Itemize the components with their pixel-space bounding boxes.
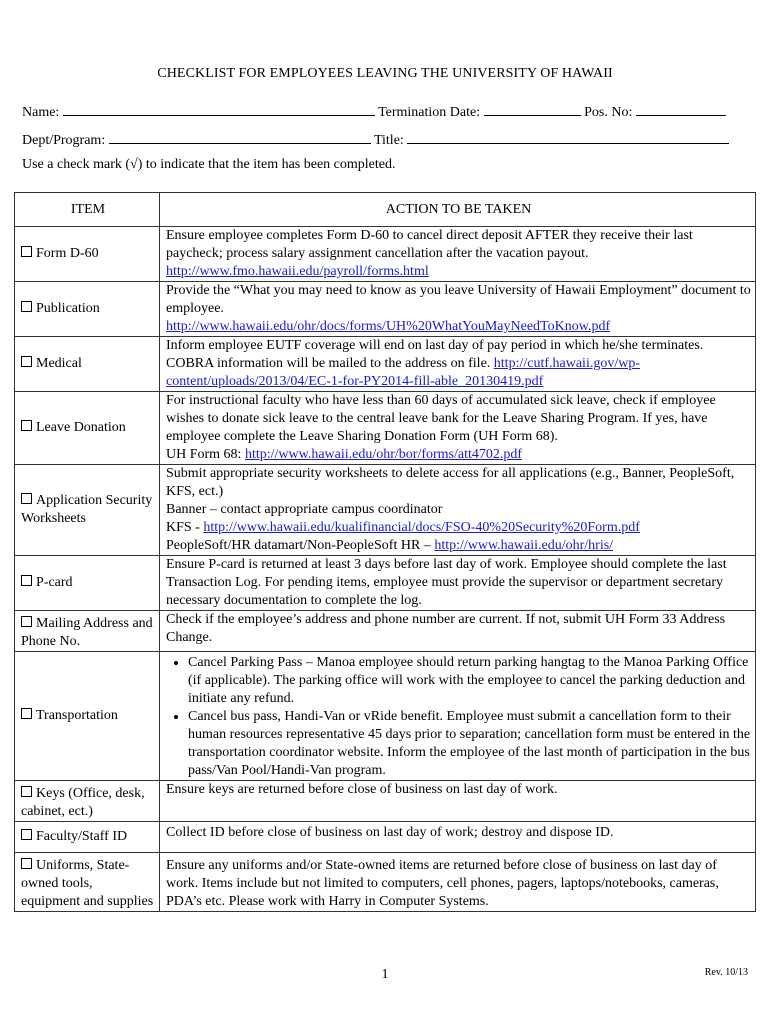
item-cell bbox=[15, 337, 160, 392]
checkbox[interactable] bbox=[21, 420, 32, 431]
table-row bbox=[15, 822, 756, 853]
revision-label: Rev. 10/13 bbox=[704, 967, 748, 978]
action-cell bbox=[160, 227, 756, 282]
leave-form-link[interactable]: http://www.hawaii.edu/ohr/bor/forms/att4702.pdf bbox=[244, 447, 523, 462]
item-label: Transportation bbox=[36, 708, 118, 723]
table-row bbox=[15, 392, 756, 465]
table-row bbox=[15, 556, 756, 611]
page-title: CHECKLIST FOR EMPLOYEES LEAVING THE UNIVERSITY OF HAWAII bbox=[157, 66, 613, 81]
item-label: Publication bbox=[36, 301, 100, 316]
dept-program-field[interactable] bbox=[109, 130, 371, 144]
action-cell bbox=[160, 392, 756, 465]
item-cell bbox=[15, 556, 160, 611]
instruction: Use a check mark (√) to indicate that the item has been completed. bbox=[22, 157, 396, 172]
list-item: • Cancel Parking Pass – Manoa employee should return parking hangtag to the Manoa Parking Office (if applicable). The parking office will work with the employee to cancel the parking deduction and initiate any refund. bbox=[188, 654, 751, 708]
checkbox[interactable] bbox=[21, 708, 32, 719]
action-cell: Check if the employee’s address and phone number are current. If not, submit UH Form 33 Address Change. bbox=[160, 611, 756, 652]
item-label: Leave Donation bbox=[36, 420, 126, 435]
table-row bbox=[15, 652, 756, 781]
form-line-2 bbox=[22, 130, 729, 149]
table-row bbox=[15, 611, 756, 652]
item-cell bbox=[15, 227, 160, 282]
action-cell bbox=[160, 465, 756, 556]
checkbox[interactable] bbox=[21, 301, 32, 312]
item-label: Faculty/Staff ID bbox=[36, 829, 128, 844]
item-label: P-card bbox=[36, 575, 73, 590]
checkbox[interactable] bbox=[21, 786, 32, 797]
page-number: 1 bbox=[381, 967, 389, 982]
item-cell bbox=[15, 392, 160, 465]
kfs-security-link[interactable]: http://www.hawaii.edu/kualifinancial/docs/FSO-40%20Security%20Form.pdf bbox=[203, 520, 640, 535]
table-row bbox=[15, 282, 756, 337]
name-field[interactable] bbox=[63, 102, 375, 116]
action-text: PeopleSoft/HR datamart/Non-PeopleSoft HR – bbox=[166, 538, 431, 553]
publication-link[interactable]: http://www.hawaii.edu/ohr/docs/forms/UH%20WhatYouMayNeedToKnow.pdf bbox=[166, 319, 611, 334]
item-cell bbox=[15, 282, 160, 337]
name-label: Name: bbox=[22, 105, 60, 120]
table-row bbox=[15, 781, 756, 822]
list-item: • Cancel bus pass, Handi-Van or vRide benefit. Employee must submit a cancellation form to their human resources representative 45 days prior to separation; cancellation form must be entered in the transportation coordinator website. Inform the employee of the last month of participation in the bus pass/Van Pool/Handi-Van program. bbox=[188, 708, 751, 780]
action-cell: Collect ID before close of business on last day of work; destroy and dispose ID. bbox=[160, 822, 756, 853]
table-row bbox=[15, 337, 756, 392]
checkbox[interactable] bbox=[21, 858, 32, 869]
checkbox[interactable] bbox=[21, 575, 32, 586]
item-cell bbox=[15, 611, 160, 652]
dept-program-label: Dept/Program: bbox=[22, 133, 106, 148]
transport-list bbox=[166, 654, 751, 780]
item-label: Keys (Office, desk, cabinet, ect.) bbox=[21, 786, 145, 819]
item-cell bbox=[15, 465, 160, 556]
action-column-header: ACTION TO BE TAKEN bbox=[160, 193, 756, 227]
payroll-forms-link[interactable]: http://www.fmo.hawaii.edu/payroll/forms.html bbox=[166, 264, 429, 279]
checkbox[interactable] bbox=[21, 246, 32, 257]
table-row bbox=[15, 853, 756, 912]
item-cell bbox=[15, 822, 160, 853]
item-cell bbox=[15, 781, 160, 822]
action-text: Provide the “What you may need to know as you leave University of Hawaii Employment” document to employee. bbox=[166, 283, 751, 316]
table-row bbox=[15, 465, 756, 556]
item-column-header: ITEM bbox=[15, 193, 160, 227]
checklist-table bbox=[14, 192, 756, 912]
pos-no-label: Pos. No: bbox=[584, 105, 633, 120]
action-text: Inform employee EUTF coverage will end on last day of pay period in which he/she terminates. COBRA information will be mailed to the address on file. bbox=[166, 338, 704, 371]
item-label: Mailing Address and Phone No. bbox=[21, 616, 153, 649]
action-text: KFS - bbox=[166, 520, 200, 535]
item-cell bbox=[15, 853, 160, 912]
termination-date-field[interactable] bbox=[484, 102, 581, 116]
eutf-link[interactable]: http://cutf.hawaii.gov/wp-content/uploads/2013/04/EC-1-for-PY2014-fill-able_20130419.pdf bbox=[166, 356, 640, 389]
checkbox[interactable] bbox=[21, 493, 32, 504]
action-text: Submit appropriate security worksheets to delete access for all applications (e.g., Banner, PeopleSoft, KFS, ect.) bbox=[166, 466, 735, 499]
checkbox[interactable] bbox=[21, 616, 32, 627]
action-text: For instructional faculty who have less than 60 days of accumulated sick leave, check if employee wishes to donate sick leave to the central leave bank for the Leave Sharing Program. If yes, have employee complete the Leave Sharing Donation Form (UH Form 68). bbox=[166, 393, 716, 444]
action-cell: Ensure any uniforms and/or State-owned items are returned before close of business on last day of work. Items include but not limited to computers, cell phones, pagers, laptops/notebooks, cameras, PDA’s etc. Please work with Harry in Computer Systems. bbox=[160, 853, 756, 912]
checkbox[interactable] bbox=[21, 356, 32, 367]
action-cell bbox=[160, 652, 756, 781]
action-cell bbox=[160, 282, 756, 337]
action-text: Ensure employee completes Form D-60 to cancel direct deposit AFTER they receive their last paycheck; process salary assignment cancellation after the vacation payout. bbox=[166, 228, 693, 261]
item-label: Uniforms, State-owned tools, equipment and supplies bbox=[21, 858, 154, 909]
form-line-1 bbox=[22, 102, 726, 121]
item-label: Application Security Worksheets bbox=[21, 493, 153, 526]
action-cell: Ensure keys are returned before close of business on last day of work. bbox=[160, 781, 756, 822]
action-text: UH Form 68: bbox=[166, 447, 242, 462]
action-text: Banner – contact appropriate campus coordinator bbox=[166, 502, 443, 517]
action-cell: Ensure P-card is returned at least 3 days before last day of work. Employee should complete the last Transaction Log. For pending items, employee must provide the supervisor or department secretary necessary documentation to complete the log. bbox=[160, 556, 756, 611]
hris-link[interactable]: http://www.hawaii.edu/ohr/hris/ bbox=[434, 538, 614, 553]
item-label: Medical bbox=[36, 356, 82, 371]
item-cell bbox=[15, 652, 160, 781]
title-field[interactable] bbox=[407, 130, 729, 144]
table-row bbox=[15, 227, 756, 282]
item-label: Form D-60 bbox=[36, 246, 99, 261]
pos-no-field[interactable] bbox=[636, 102, 726, 116]
termination-date-label: Termination Date: bbox=[378, 105, 481, 120]
action-cell bbox=[160, 337, 756, 392]
table-header bbox=[15, 193, 756, 227]
title-label: Title: bbox=[373, 133, 404, 148]
checkbox[interactable] bbox=[21, 829, 32, 840]
